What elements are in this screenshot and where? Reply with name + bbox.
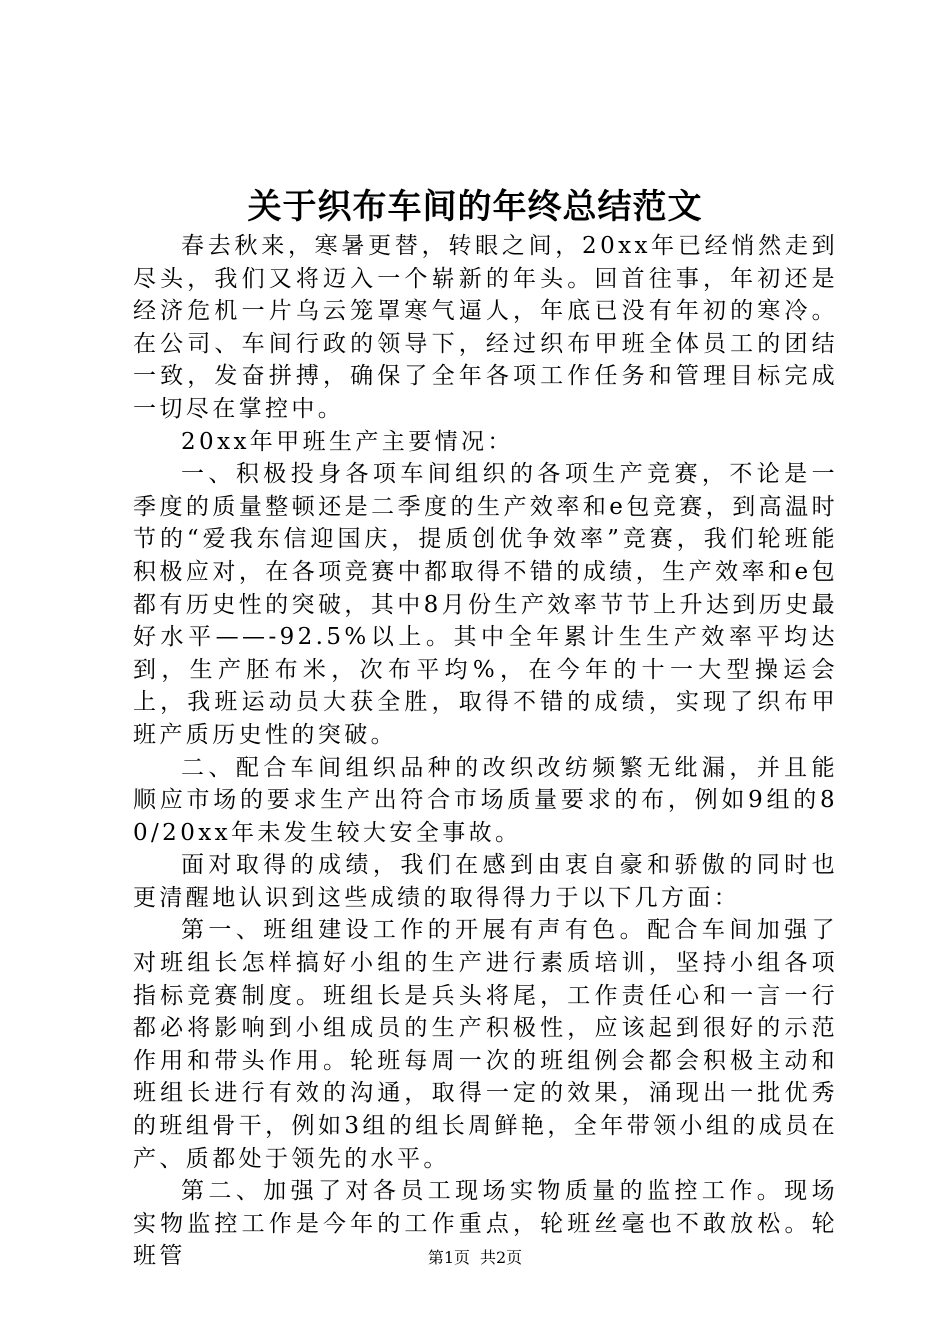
document-body	[133, 230, 838, 1273]
page-number: 第1页	[427, 1248, 470, 1267]
paragraph: 第二、加强了对各员工现场实物质量的监控工作。现场实物监控工作是今年的工作重点，轮班丝毫也不敢放松。轮班管	[133, 1178, 838, 1270]
paragraph: 二、配合车间组织品种的改织改纺频繁无纰漏，并且能顺应市场的要求生产出符合市场质量要求的布，例如9组的80/20xx年未发生较大安全事故。	[133, 754, 838, 846]
paragraph: 第一、班组建设工作的开展有声有色。配合车间加强了对班组长怎样搞好小组的生产进行素质培训，坚持小组各项指标竞赛制度。班组长是兵头将尾，工作责任心和一言一行都必将影响到小组成员的生产积极性，应该起到很好的示范作用和带头作用。轮班每周一次的班组例会都会积极主动和班组长进行有效的沟通，取得一定的效果，涌现出一批优秀的班组骨干，例如3组的组长周鲜艳，全年带领小组的成员在产、质都处于领先的水平。	[133, 917, 838, 1172]
page-total: 共2页	[480, 1248, 523, 1267]
paragraph: 面对取得的成绩，我们在感到由衷自豪和骄傲的同时也更清醒地认识到这些成绩的取得得力于以下几方面：	[133, 852, 838, 911]
document-title: 关于织布车间的年终总结范文	[247, 187, 703, 227]
page-footer	[0, 1246, 950, 1270]
paragraph: 春去秋来，寒暑更替，转眼之间，20xx年已经悄然走到尽头，我们又将迈入一个崭新的年头。回首往事，年初还是经济危机一片乌云笼罩寒气逼人，年底已没有年初的寒冷。在公司、车间行政的领导下，经过织布甲班全体员工的团结一致，发奋拼搏，确保了全年各项工作任务和管理目标完成一切尽在掌控中。	[133, 233, 838, 422]
paragraph: 一、积极投身各项车间组织的各项生产竞赛，不论是一季度的质量整顿还是二季度的生产效率和e包竞赛，到高温时节的“爱我东信迎国庆，提质创优争效率”竞赛，我们轮班能积极应对，在各项竞赛中都取得不错的成绩，生产效率和e包都有历史性的突破，其中8月份生产效率节节上升达到历史最好水平——-92.5%以上。其中全年累计生生产效率平均达到，生产胚布米，次布平均%，在今年的十一大型操运会上，我班运动员大获全胜，取得不错的成绩，实现了织布甲班产质历史性的突破。	[133, 461, 838, 748]
paragraph: 20xx年甲班生产主要情况：	[181, 428, 514, 455]
